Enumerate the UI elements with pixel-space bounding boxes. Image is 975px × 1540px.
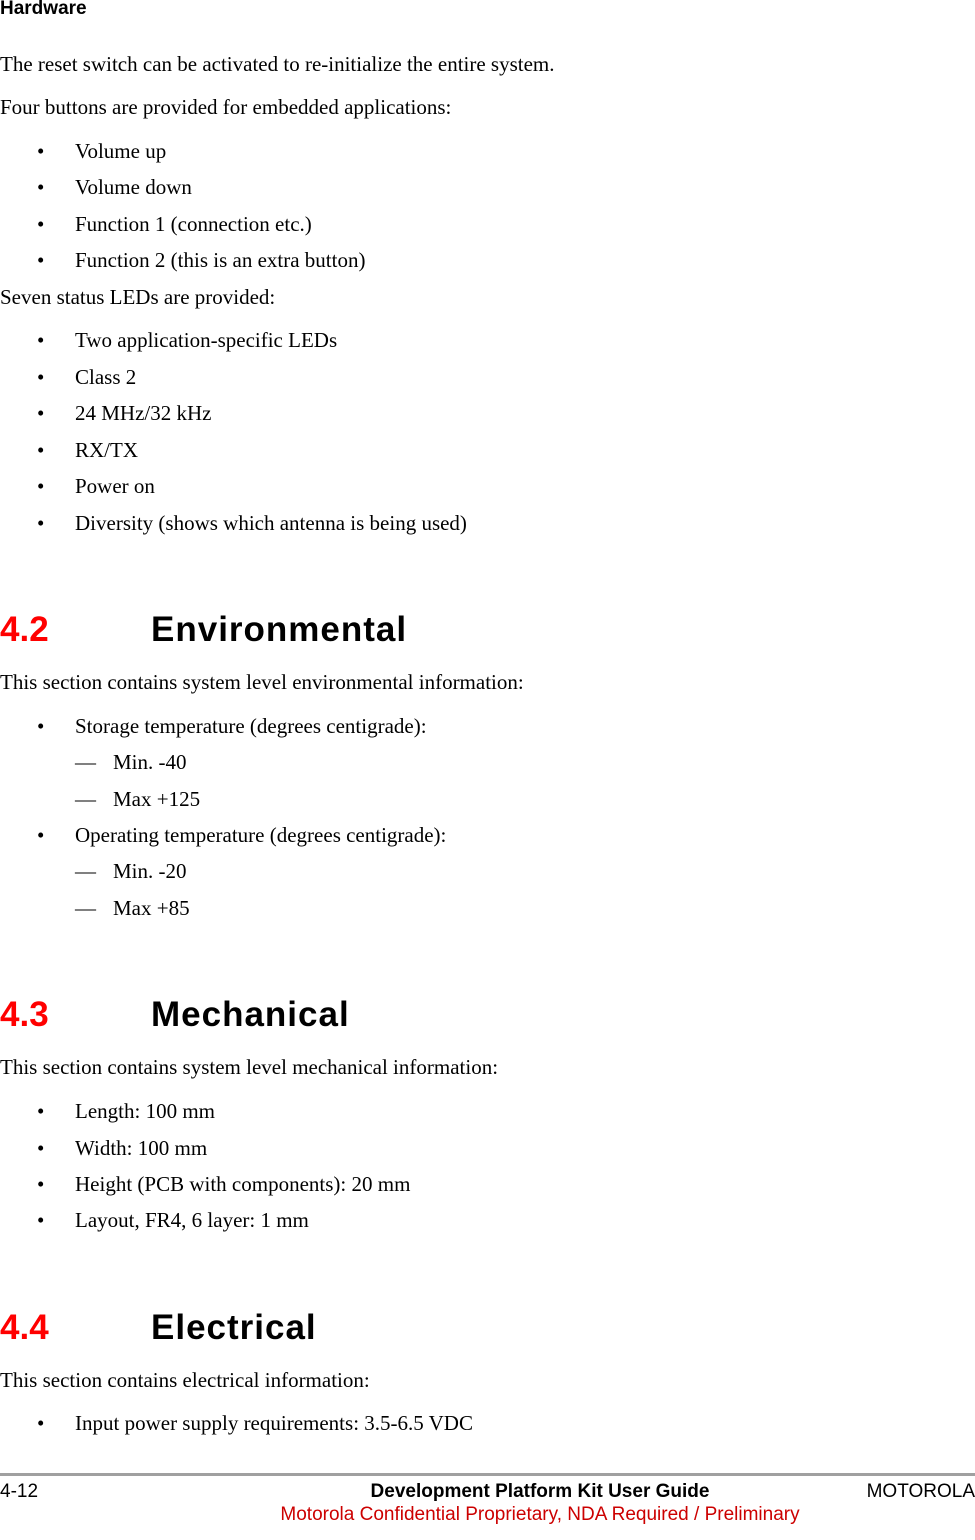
bullet-mark: • xyxy=(37,511,45,535)
guide-title: Development Platform Kit User Guide xyxy=(370,1481,710,1502)
leds-intro: Seven status LEDs are provided: xyxy=(0,285,276,309)
section-title: Electrical xyxy=(151,1308,317,1347)
list-item-text: Power on xyxy=(75,474,155,498)
bullet-mark: • xyxy=(37,823,45,847)
list-item-text: Function 2 (this is an extra button) xyxy=(75,248,366,272)
sub-list-item-text: Max +85 xyxy=(113,896,190,920)
list-item-text: Layout, FR4, 6 layer: 1 mm xyxy=(75,1208,309,1232)
bullet-mark: • xyxy=(37,139,45,163)
list-item-text: Two application-specific LEDs xyxy=(75,328,338,352)
bullet-mark: • xyxy=(37,365,45,389)
confidentiality-notice: Motorola Confidential Proprietary, NDA Required / Preliminary xyxy=(280,1504,800,1525)
section-number: 4.4 xyxy=(0,1308,49,1347)
section-intro: This section contains electrical information: xyxy=(0,1368,370,1392)
bullet-mark: • xyxy=(37,714,45,738)
list-item-text: Input power supply requirements: 3.5-6.5 VDC xyxy=(75,1411,473,1435)
dash-mark: — xyxy=(75,787,96,811)
list-item-text: Length: 100 mm xyxy=(75,1099,215,1123)
bullet-mark: • xyxy=(37,248,45,272)
reset-paragraph: The reset switch can be activated to re-initialize the entire system. xyxy=(0,52,555,76)
buttons-intro: Four buttons are provided for embedded applications: xyxy=(0,95,452,119)
list-item-text: Class 2 xyxy=(75,365,137,389)
page-number: 4-12 xyxy=(0,1481,39,1502)
bullet-mark: • xyxy=(37,401,45,425)
section-intro: This section contains system level environmental information: xyxy=(0,670,524,694)
dash-mark: — xyxy=(75,859,96,883)
bullet-mark: • xyxy=(37,1208,45,1232)
running-header: Hardware xyxy=(0,0,87,19)
bullet-mark: • xyxy=(37,1136,45,1160)
list-item-text: Volume down xyxy=(75,175,192,199)
sub-list-item-text: Max +125 xyxy=(113,787,201,811)
bullet-mark: • xyxy=(37,1172,45,1196)
list-item-text: Width: 100 mm xyxy=(75,1136,208,1160)
section-intro: This section contains system level mechanical information: xyxy=(0,1055,499,1079)
footer-divider xyxy=(0,1473,975,1476)
section-title: Environmental xyxy=(151,610,408,649)
list-item-text: Function 1 (connection etc.) xyxy=(75,212,312,236)
bullet-mark: • xyxy=(37,328,45,352)
section-title: Mechanical xyxy=(151,995,350,1034)
bullet-mark: • xyxy=(37,175,45,199)
bullet-mark: • xyxy=(37,438,45,462)
list-item-text: Operating temperature (degrees centigrade): xyxy=(75,823,447,847)
bullet-mark: • xyxy=(37,212,45,236)
bullet-mark: • xyxy=(37,1411,45,1435)
section-number: 4.3 xyxy=(0,995,49,1034)
list-item-text: Diversity (shows which antenna is being used) xyxy=(75,511,467,535)
dash-mark: — xyxy=(75,896,96,920)
bullet-mark: • xyxy=(37,474,45,498)
dash-mark: — xyxy=(75,750,96,774)
list-item-text: Height (PCB with components): 20 mm xyxy=(75,1172,411,1196)
list-item-text: RX/TX xyxy=(75,438,138,462)
list-item-text: Volume up xyxy=(75,139,167,163)
brand-name: MOTOROLA xyxy=(866,1481,975,1502)
bullet-mark: • xyxy=(37,1099,45,1123)
sub-list-item-text: Min. -40 xyxy=(113,750,187,774)
list-item-text: Storage temperature (degrees centigrade): xyxy=(75,714,427,738)
sub-list-item-text: Min. -20 xyxy=(113,859,187,883)
list-item-text: 24 MHz/32 kHz xyxy=(75,401,212,425)
section-number: 4.2 xyxy=(0,610,49,649)
